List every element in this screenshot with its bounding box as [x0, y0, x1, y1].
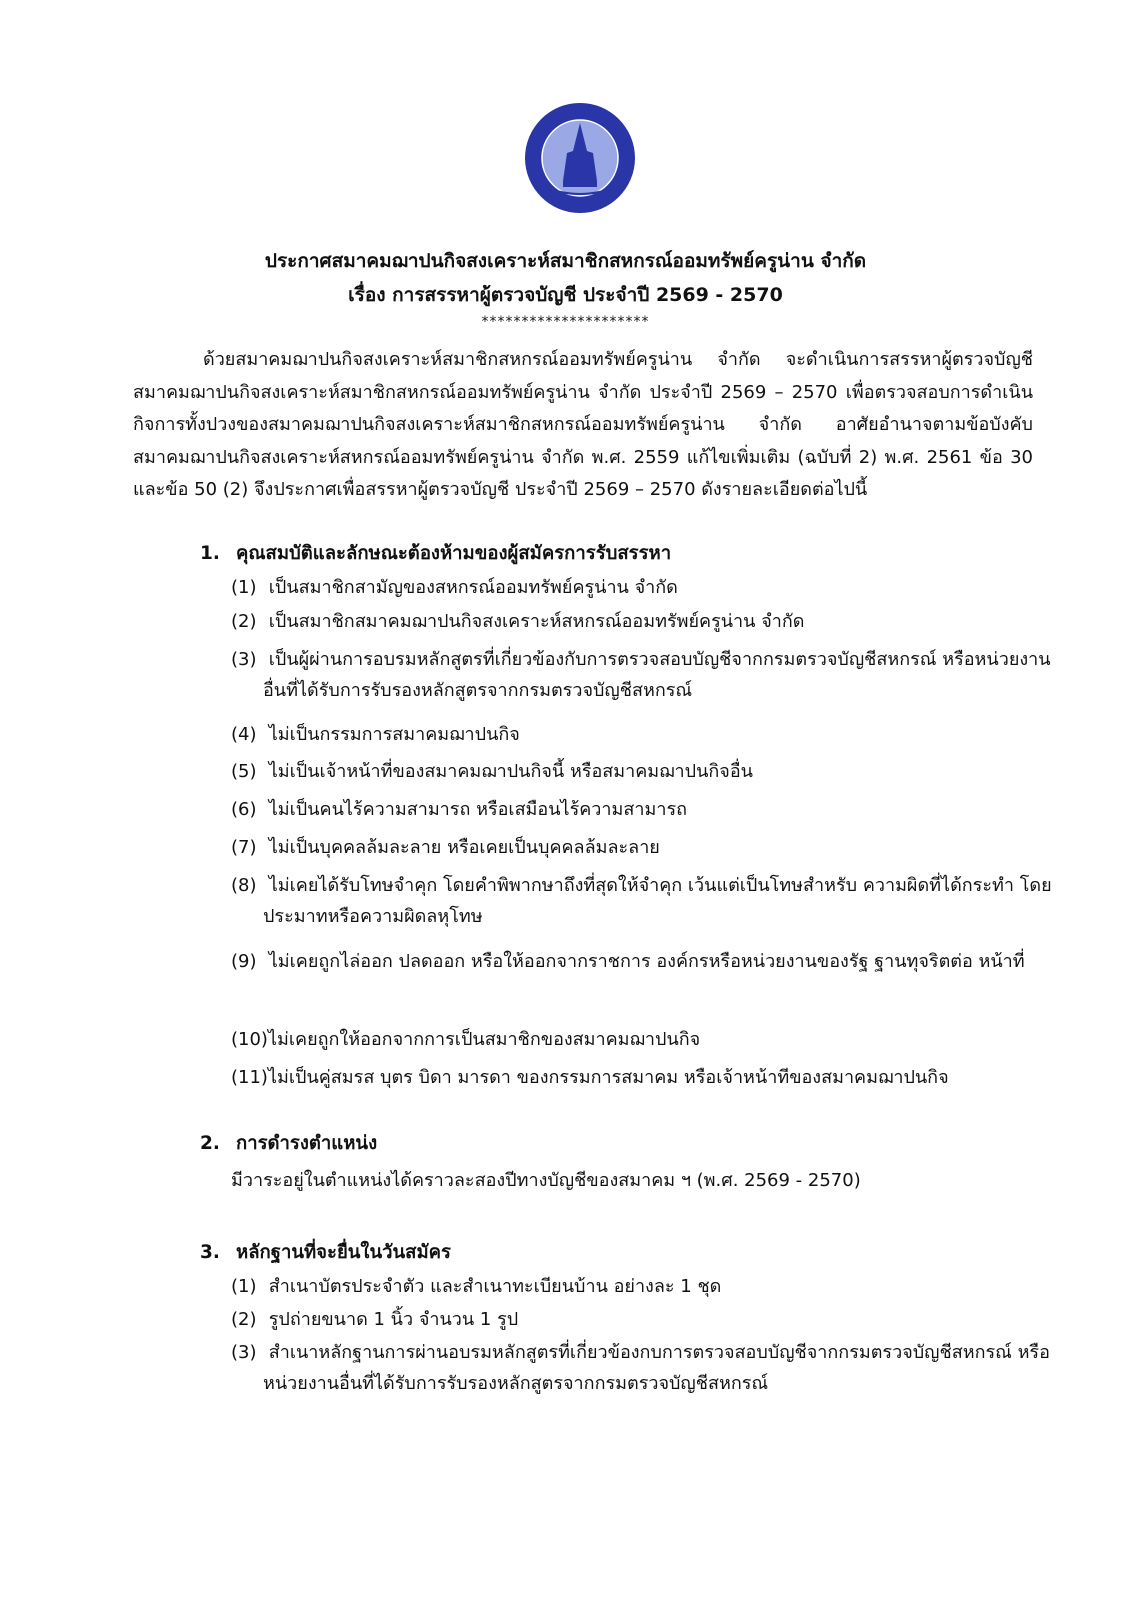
list-item: (5) ไม่เป็นเจ้าหน้าที่ของสมาคมฌาปนกิจนี้ หรือสมาคมฌาปนกิจอื่น: [231, 761, 753, 782]
list-item: (3) สำเนาหลักฐานการผ่านอบรมหลักสูตรที่เกี่ยวข้องกบการตรวจสอบบัญชีจากกรมตรวจบัญชีสหกรณ์ หรือหน่วยงานอื่นที่ได้รับการรับรองหลักสูตรจากกรมตรวจบัญชีสหกรณ์: [231, 1342, 1050, 1394]
list-item: (3) เป็นผู้ผ่านการอบรมหลักสูตรที่เกี่ยวข้องกับการตรวจสอบบัญชีจากกรมตรวจบัญชีสหกรณ์ หรือหน่วยงานอื่นที่ได้รับการรับรองหลักสูตรจากกรมตรวจบัญชีสหกรณ์: [231, 649, 1051, 701]
list-item: (8) ไม่เคยได้รับโทษจำคุก โดยคำพิพากษาถึงที่สุดให้จำคุก เว้นแต่เป็นโทษสำหรับ ความผิดที่ได้กระทำ โดยประมาทหรือความผิดลหุโทษ: [231, 875, 1052, 927]
list-item: (6) ไม่เป็นคนไร้ความสามารถ หรือเสมือนไร้ความสามารถ: [231, 799, 688, 820]
list-item: (4) ไม่เป็นกรรมการสมาคมฌาปนกิจ: [231, 724, 520, 745]
section3-heading: [200, 1240, 451, 1266]
list-item: (10)ไม่เคยถูกให้ออกจากการเป็นสมาชิกของสมาคมฌาปนกิจ: [231, 1029, 701, 1050]
list-item: (11)ไม่เป็นคู่สมรส บุตร บิดา มารดา ของกรรมการสมาคม หรือเจ้าหน้าทีของสมาคมฌาปนกิจ: [231, 1067, 949, 1088]
section1-number: 1.: [200, 543, 220, 564]
list-item: (9) ไม่เคยถูกไล่ออก ปลดออก หรือให้ออกจากราชการ องค์กรหรือหน่วยงานของรัฐ ฐานทุจริตต่อ หน้าที่: [231, 951, 1025, 972]
list-item: (1) สำเนาบัตรประจำตัว และสำเนาทะเบียนบ้าน อย่างละ 1 ชุด: [231, 1276, 722, 1297]
list-item: (7) ไม่เป็นบุคคลล้มละลาย หรือเคยเป็นบุคคลล้มละลาย: [231, 837, 660, 858]
list-item: (1) เป็นสมาชิกสามัญของสหกรณ์ออมทรัพย์ครูน่าน จำกัด: [231, 577, 678, 598]
list-item: (2) รูปถ่ายขนาด 1 นิ้ว จำนวน 1 รูป: [231, 1309, 519, 1330]
announcement-subject: เรื่อง การสรรหาผู้ตรวจบัญชี ประจำปี 2569 - 2570: [348, 284, 783, 306]
section2-heading: [200, 1131, 377, 1157]
section2-title: การดำรงตำแหน่ง: [236, 1133, 378, 1154]
divider-stars: *********************: [481, 314, 650, 330]
intro-paragraph: ด้วยสมาคมฌาปนกิจสงเคราะห์สมาชิกสหกรณ์ออมทรัพย์ครูน่าน จำกัด จะดำเนินการสรรหาผู้ตรวจบัญชี สมาคมฌาปนกิจสงเคราะห์สมาชิกสหกรณ์ออมทรัพย์ครูน่าน จำกัด ประจำปี 2569 – 2570 เพื่อตรวจสอบการดำเนินกิจการทั้งปวงของสมาคมฌาปนกิจสงเคราะห์สมาชิกสหกรณ์ออมทรัพย์ครูน่าน จำกัด อาศัยอำนาจตามข้อบังคับสมาคมฌาปนกิจสงเคราะห์สหกรณ์ออมทรัพย์ครูน่าน จำกัด พ.ศ. 2559 แก้ไขเพิ่มเติม (ฉบับที่ 2) พ.ศ. 2561 ข้อ 30 และข้อ 50 (2) จึงประกาศเพื่อสรรหาผู้ตรวจบัญชี ประจำปี 2569 – 2570 ดังรายละเอียดต่อไปนี้: [133, 349, 1033, 500]
announcement-title: ประกาศสมาคมฌาปนกิจสงเคราะห์สมาชิกสหกรณ์ออมทรัพย์ครูน่าน จำกัด: [264, 250, 867, 272]
section2-number: 2.: [200, 1133, 220, 1154]
list-item: (2) เป็นสมาชิกสมาคมฌาปนกิจสงเคราะห์สหกรณ์ออมทรัพย์ครูน่าน จำกัด: [231, 611, 805, 632]
section1-title: คุณสมบัติและลักษณะต้องห้ามของผู้สมัครการรับสรรหา: [236, 543, 672, 564]
association-seal-icon: [523, 101, 637, 215]
section2-text: มีวาระอยู่ในตำแหน่งได้คราวละสองปีทางบัญชีของสมาคม ฯ (พ.ศ. 2569 - 2570): [231, 1170, 861, 1191]
section3-number: 3.: [200, 1242, 220, 1263]
section1-heading: [200, 541, 671, 567]
section3-title: หลักฐานที่จะยื่นในวันสมัคร: [236, 1242, 451, 1263]
